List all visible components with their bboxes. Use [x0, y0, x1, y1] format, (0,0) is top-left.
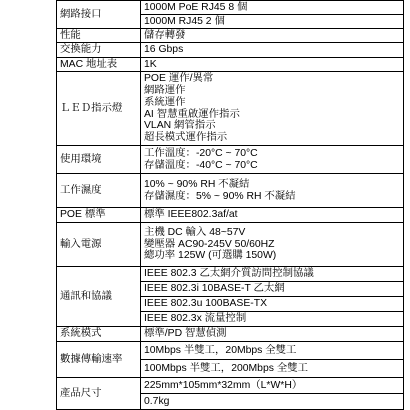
spec-value: 超長模式運作指示 — [144, 132, 228, 144]
spec-value: 10Mbps 半雙工，20Mbps 全雙工 — [141, 342, 404, 360]
spec-value: 總功率 125W (可選購 150W) — [144, 250, 277, 262]
spec-value-group — [141, 174, 404, 208]
spec-value: POE 運作/異常 — [144, 73, 214, 85]
spec-value: 標準 IEEE802.3af/at — [141, 208, 404, 223]
spec-value: 主機 DC 輸入 48~57V — [144, 226, 246, 238]
table-row — [57, 208, 404, 223]
spec-value: 儲存轉發 — [141, 29, 404, 43]
spec-value: IEEE 802.3u 100BASE-TX — [141, 297, 404, 312]
spec-label-humidity: 工作濕度 — [57, 174, 141, 208]
spec-value: VLAN 網管指示 — [144, 120, 216, 132]
spec-label-dimensions: 產品尺寸 — [57, 378, 141, 410]
table-row — [57, 223, 404, 267]
spec-value: 標準/PD 智慧偵測 — [141, 327, 404, 342]
spec-label-power-input: 輸入電源 — [57, 223, 141, 267]
table-row — [57, 58, 404, 72]
spec-table — [56, 0, 404, 410]
spec-value: 變壓器 AC90-245V 50/60HZ — [144, 238, 275, 250]
spec-value: 16 Gbps — [141, 43, 404, 58]
spec-label-protocols: 通訊和協議 — [57, 267, 141, 327]
spec-value: IEEE 802.3x 流量控制 — [141, 312, 404, 327]
table-row — [57, 174, 404, 208]
spec-value: 1K — [141, 58, 404, 72]
spec-label-network-ports: 網路接口 — [57, 1, 141, 29]
spec-value: 10% ~ 90% RH 不凝結 — [144, 178, 250, 190]
table-row — [57, 267, 404, 282]
table-row — [57, 327, 404, 342]
table-row — [57, 378, 404, 394]
spec-value: 存儲溫度：-40°C ~ 70°C — [144, 159, 258, 171]
table-row — [57, 146, 404, 174]
spec-label-performance: 性能 — [57, 29, 141, 43]
spec-value-group — [141, 72, 404, 146]
spec-value: 網路運作 — [144, 84, 186, 96]
spec-value: 100Mbps 半雙工，200Mbps 全雙工 — [141, 360, 404, 378]
table-row — [57, 1, 404, 15]
spec-label-switching-capacity: 交換能力 — [57, 43, 141, 58]
spec-label-led: ＬＥＤ指示燈 — [57, 72, 141, 146]
spec-value-group — [141, 223, 404, 267]
spec-value: 1000M RJ45 2 個 — [141, 15, 404, 29]
table-row — [57, 342, 404, 360]
spec-value: 1000M PoE RJ45 8 個 — [141, 1, 404, 15]
spec-value: IEEE 802.3i 10BASE-T 乙太網 — [141, 282, 404, 297]
spec-label-system-mode: 系統模式 — [57, 327, 141, 342]
spec-value: 225mm*105mm*32mm（L*W*H） — [141, 378, 404, 394]
spec-label-data-rate: 數據傳輸速率 — [57, 342, 141, 378]
spec-label-mac-table: MAC 地址表 — [57, 58, 141, 72]
spec-value: 工作溫度：-20°C ~ 70°C — [144, 147, 258, 159]
table-row — [57, 72, 404, 146]
spec-value: 系統運作 — [144, 96, 186, 108]
spec-value: 存儲濕度：5% ~ 90% RH 不凝結 — [144, 190, 296, 202]
spec-value: AI 智慧重啟運作指示 — [144, 108, 240, 120]
spec-value-group — [141, 146, 404, 174]
spec-value: 0.7kg — [141, 394, 404, 410]
spec-value: IEEE 802.3 乙太網介質訪問控制協議 — [141, 267, 404, 282]
table-row — [57, 43, 404, 58]
table-row — [57, 29, 404, 43]
spec-label-environment: 使用環境 — [57, 146, 141, 174]
spec-label-poe-standard: POE 標準 — [57, 208, 141, 223]
